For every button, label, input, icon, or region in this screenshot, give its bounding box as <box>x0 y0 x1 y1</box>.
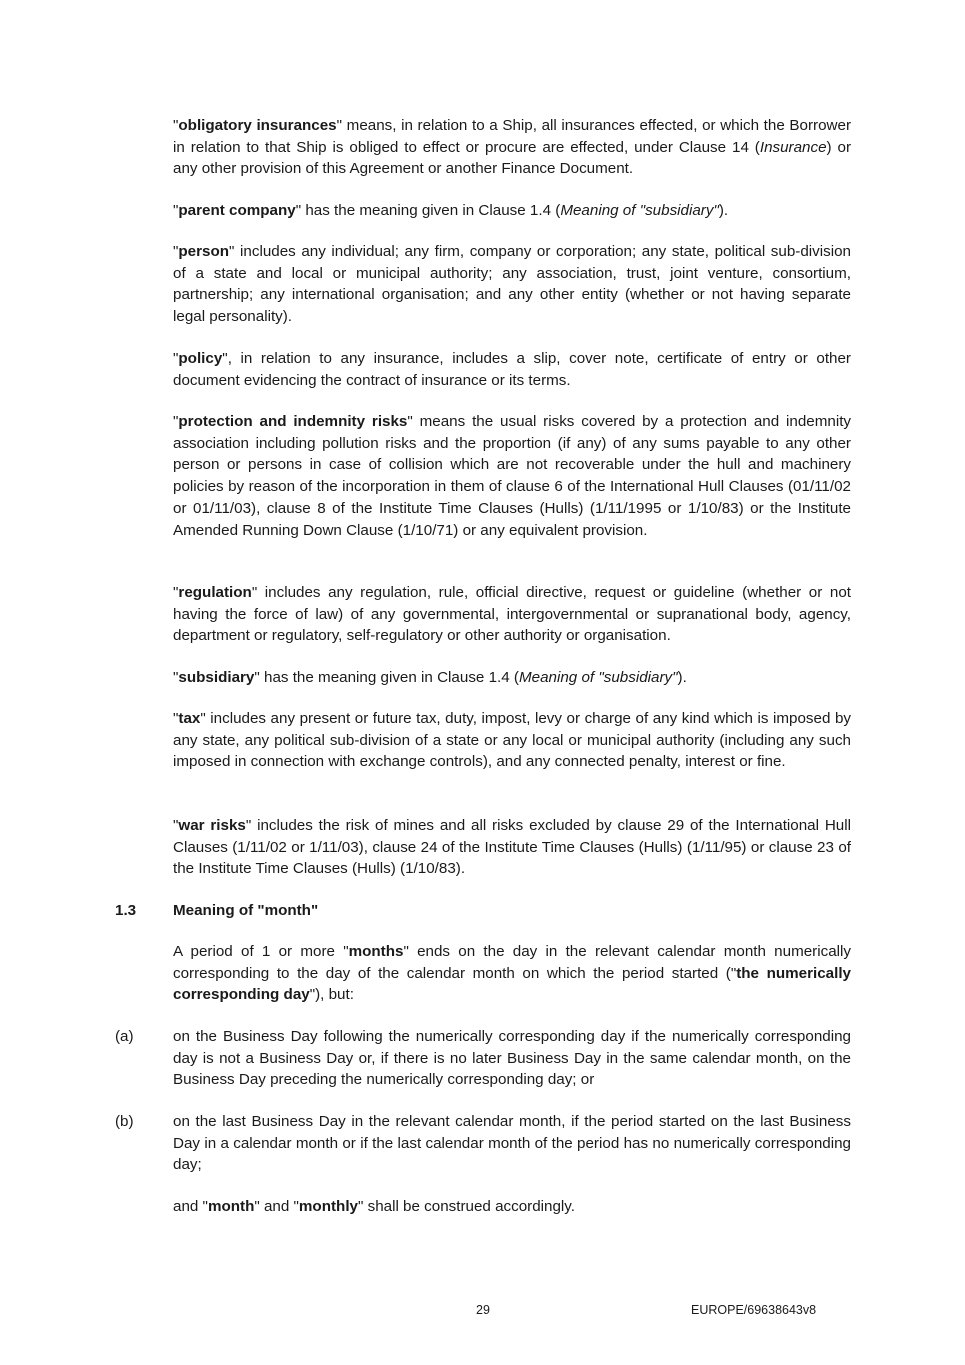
closing-sentence <box>173 1196 851 1218</box>
definition-text: , in relation to any insurance, includes a slip, cover note, certificate of entry or other document evidencing the contract of insurance or its terms. <box>173 350 851 389</box>
definition-text: ) or any other provision of this Agreement or another Finance Document. <box>173 138 852 178</box>
definition-text: includes any individual; any firm, company or corporation; any state, political sub-division of a state and local or municipal authority; any association, trust, joint venture, consortium, partnership; any international organisation; and any other entity (whether or not having separate legal personality). <box>173 243 851 326</box>
section-text: " and " <box>254 1198 299 1215</box>
defined-term: war risks <box>178 817 246 834</box>
defined-term: the numerically corresponding day <box>173 964 851 1004</box>
section-text: A period of 1 or more " <box>173 943 349 960</box>
defined-term: monthly <box>298 1198 358 1215</box>
defined-term: person <box>178 243 230 260</box>
definition-text: means, in relation to a Ship, all insurances effected, or which the Borrower in relation to that Ship is obliged to effect or procure are effected, under Clause 14 ( <box>173 117 852 156</box>
defined-term: month <box>207 1198 255 1215</box>
definition-subsidiary: "subsidiary" has the meaning given in Clause 1.4 (Meaning of "subsidiary"). <box>173 669 687 686</box>
section-text: " shall be construed accordingly. <box>357 1198 575 1215</box>
definition-text: ). <box>677 669 687 686</box>
section-number: 1.3 <box>115 902 137 919</box>
definition-obligatory-insurances: "obligatory insurances" means, in relation to a Ship, all insurances effected, or which the Borrower in relation to that Ship is obliged to effect or procure are effected, under Clause 14 (Insurance) or any other provision of this Agreement or another Finance Document. <box>173 117 852 178</box>
clause-reference: Meaning of "subsidiary" <box>518 669 678 686</box>
definition-policy: "policy", in relation to any insurance, includes a slip, cover note, certificate of entry or other document evidencing the contract of insurance or its terms. <box>173 350 851 389</box>
clause-reference: Meaning of "subsidiary" <box>560 202 719 219</box>
section-intro <box>173 941 851 1006</box>
definition-text: includes any regulation, rule, official directive, request or guideline (whether or not having the force of law) of any governmental, intergovernmental or supranational body, agency, department or regulatory, self-regulatory or other authority or organisation. <box>173 584 851 645</box>
item-b-label: (b) <box>115 1113 134 1130</box>
definition-text: includes the risk of mines and all risks excluded by clause 29 of the International Hull Clauses (1/11/02 or 1/11/03), clause 24 of the Institute Time Clauses (Hulls) (1/11/95) or clause 23 of the Institute Time Clauses (Hulls) (1/10/83). <box>173 817 851 878</box>
definition-text: ). <box>718 202 729 219</box>
page-number: 29 <box>476 1303 490 1317</box>
definition-person: "person" includes any individual; any firm, company or corporation; any state, political sub-division of a state and local or municipal authority; any association, trust, joint venture, consortium, partnership; any international organisation; and any other entity (whether or not having separate legal personality). <box>173 243 851 326</box>
item-a-label: (a) <box>115 1028 134 1045</box>
defined-term: regulation <box>178 584 252 601</box>
section-text: " ends on the day in the relevant calendar month numerically corresponding to the day of the calendar month on which the period started (" <box>173 943 851 982</box>
definition-regulation: "regulation" includes any regulation, rule, official directive, request or guideline (whether or not having the force of law) of any governmental, intergovernmental or supranational body, agency, department or regulatory, self-regulatory or other authority or organisation. <box>173 584 851 645</box>
item-a-text: on the Business Day following the numerically corresponding day if the numerically corresponding day is not a Business Day or, if there is no later Business Day in the same calendar month, on the Business Day preceding the numerically corresponding day; or <box>173 1028 851 1089</box>
definition-war-risks: "war risks" includes the risk of mines and all risks excluded by clause 29 of the International Hull Clauses (1/11/02 or 1/11/03), clause 24 of the Institute Time Clauses (Hulls) (1/11/95) or clause 23 of the Institute Time Clauses (Hulls) (1/10/83). <box>173 817 851 878</box>
definition-protection-and-indemnity-risks: "protection and indemnity risks" means the usual risks covered by a protection and indemnity association including pollution risks and the proportion (if any) of any sums payable to any other person or persons in case of collision which are not recoverable under the hull and machinery policies by reason of the incorporation in them of clause 6 of the International Hull Clauses (01/11/02 or 01/11/03), clause 8 of the Institute Time Clauses (Hulls) (1/11/1995 or 1/10/83) or the Institute Amended Running Down Clause (1/10/71) or any equivalent provision. <box>173 413 852 539</box>
definition-text: includes any present or future tax, duty, impost, levy or charge of any kind which is imposed by any state, any political sub-division of a state or any local or municipal authority (including any such imposed in connection with exchange controls), and any connected penalty, interest or fine. <box>173 710 851 771</box>
defined-term: parent company <box>178 202 296 219</box>
definition-tax: "tax" includes any present or future tax, duty, impost, levy or charge of any kind which is imposed by any state, any political sub-division of a state or any local or municipal authority (including any such imposed in connection with exchange controls), and any connected penalty, interest or fine. <box>173 710 851 771</box>
definition-text: means the usual risks covered by a protection and indemnity association including pollution risks and the proportion (if any) of any sums payable to any other person or persons in case of collision which are not recoverable under the hull and machinery policies by reason of the incorporation in them of clause 6 of the International Hull Clauses (01/11/02 or 01/11/03), clause 8 of the Institute Time Clauses (Hulls) (1/11/1995 or 1/10/83) or the Institute Amended Running Down Clause (1/10/71) or any equivalent provision. <box>173 413 852 539</box>
document-reference: EUROPE/69638643v8 <box>691 1303 817 1317</box>
defined-term: months <box>348 943 404 960</box>
defined-term: protection and indemnity risks <box>178 413 408 430</box>
section-text: and " <box>173 1198 208 1215</box>
clause-reference: Insurance <box>759 138 827 156</box>
item-b-text: on the last Business Day in the relevant calendar month, if the period started on the last Business Day in a calendar month or if the last calendar month of the period has no numerically corresponding day; <box>173 1113 851 1174</box>
section-text: "), but: <box>309 986 354 1004</box>
defined-term: subsidiary <box>178 669 255 686</box>
section-title: Meaning of "month" <box>173 902 319 919</box>
definition-text: has the meaning given in Clause 1.4 ( <box>301 202 561 219</box>
defined-term: obligatory insurances <box>178 117 337 134</box>
defined-term: tax <box>178 710 201 727</box>
definition-text: has the meaning given in Clause 1.4 ( <box>259 669 519 686</box>
defined-term: policy <box>178 350 223 367</box>
definition-parent-company: "parent company" has the meaning given in Clause 1.4 (Meaning of "subsidiary"). <box>173 202 729 219</box>
